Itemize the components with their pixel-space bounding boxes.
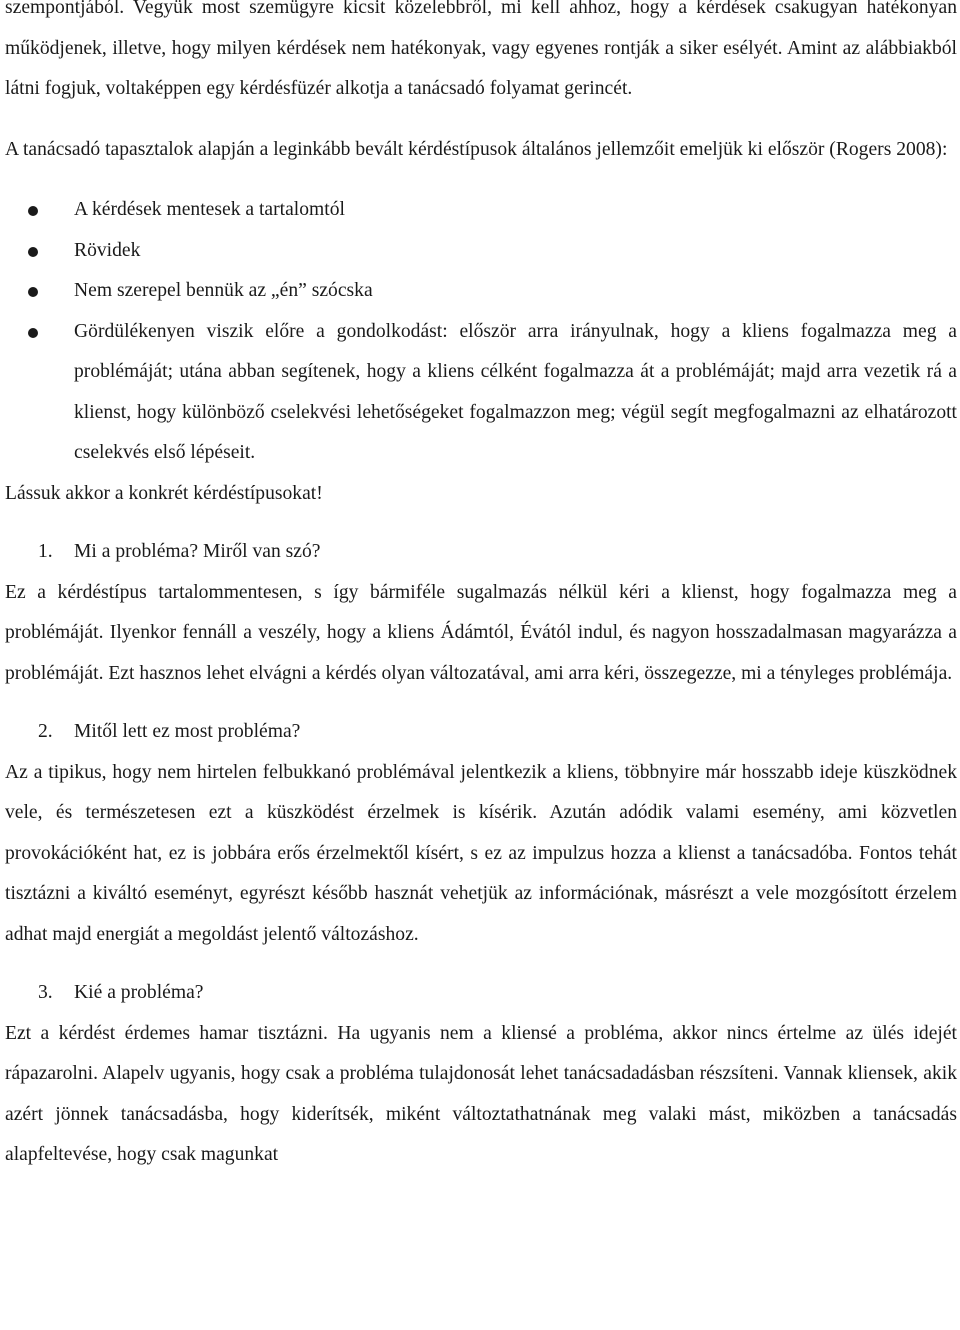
section-body-2: Az a tipikus, hogy nem hirtelen felbukkanó problémával jelentkezik a kliens, többnyire már hosszabb ideje küszködnek vele, és természetesen ezt a küszködést érzelmek is kísérik. Azután adódik valami esemény, ami közvetlen provokációként hat, ez is jobbára erős érzelmektől kísért, s ez az impulzus hozza a klienst a tanácsadóba. Fontos tehát tisztázni a kiváltó eseményt, egyrészt később hasznát vehetjük az információnak, másrészt a vele mozgósított érzelem adhat majd energiát a megoldást jelentő változáshoz. [5, 761, 957, 945]
characteristics-list [5, 190, 957, 474]
section-heading-1 [5, 532, 957, 573]
list-item: A kérdések mentesek a tartalomtól [5, 190, 957, 231]
list-item: Rövidek [5, 231, 957, 272]
list-item: Gördülékenyen viszik előre a gondolkodást: először arra irányulnak, hogy a kliens fogalmazza meg a problémáját; utána abban segítenek, hogy a kliens célként fogalmazza át a problémáját; majd arra vezetik rá a klienst, hogy különböző cselekvési lehetőségeket fogalmazzon meg; végül segít megfogalmazni az elhatározott cselekvés első lépéseit. [5, 312, 957, 474]
paragraph-characteristics: A tanácsadó tapasztalok alapján a leginkább bevált kérdéstípusok általános jellemzőit emeljük ki először (Rogers 2008): [5, 138, 948, 160]
section-number: 2. [38, 721, 53, 742]
section-heading-3 [5, 973, 957, 1014]
document-page [5, 0, 957, 1176]
section-title: Kié a probléma? [74, 982, 204, 1003]
section-body-1: Ez a kérdéstípus tartalommentesen, s így bármiféle sugalmazás nélkül kéri a klienst, hogy fogalmazza meg a problémáját. Ilyenkor fennáll a veszély, hogy a kliens Ádámtól, Évától indul, és nagyon hosszadalmasan magyarázza a problémáját. Ezt hasznos lehet elvágni a kérdés olyan változatával, ami arra kéri, összegezze, mi a tényleges problémája. [5, 581, 957, 684]
section-number: 3. [38, 982, 53, 1003]
section-title: Mi a probléma? Miről van szó? [74, 541, 321, 562]
question-types-intro: Lássuk akkor a konkrét kérdéstípusokat! [5, 482, 323, 504]
list-item: Nem szerepel bennük az „én” szócska [5, 271, 957, 312]
bullet-icon [28, 247, 38, 257]
paragraph-intro: szempontjából. Vegyük most szemügyre kicsit közelebbről, mi kell ahhoz, hogy a kérdések csakugyan hatékonyan működjenek, illetve, hogy milyen kérdések nem hatékonyak, vagy egyenes rontják a siker esélyét. Amint az alábbiakból látni fogjuk, voltaképpen egy kérdésfüzér alkotja a tanácsadó folyamat gerincét. [5, 0, 957, 99]
bullet-icon [28, 206, 38, 216]
bullet-icon [28, 287, 38, 297]
bullet-icon [28, 328, 38, 338]
section-heading-2 [5, 712, 957, 753]
section-body-3: Ezt a kérdést érdemes hamar tisztázni. Ha ugyanis nem a kliensé a probléma, akkor nincs értelme az ülés idejét rápazarolni. Alapelv ugyanis, hogy csak a probléma tulajdonosát lehet tanácsadadásban részsíteni. Vannak kliensek, akik azért jönnek tanácsadásba, hogy kiderítsék, miként változtathatnának meg valaki mást, miközben a tanácsadás alapfeltevése, hogy csak magunkat [5, 1022, 957, 1165]
section-number: 1. [38, 541, 53, 562]
section-title: Mitől lett ez most probléma? [74, 721, 301, 742]
